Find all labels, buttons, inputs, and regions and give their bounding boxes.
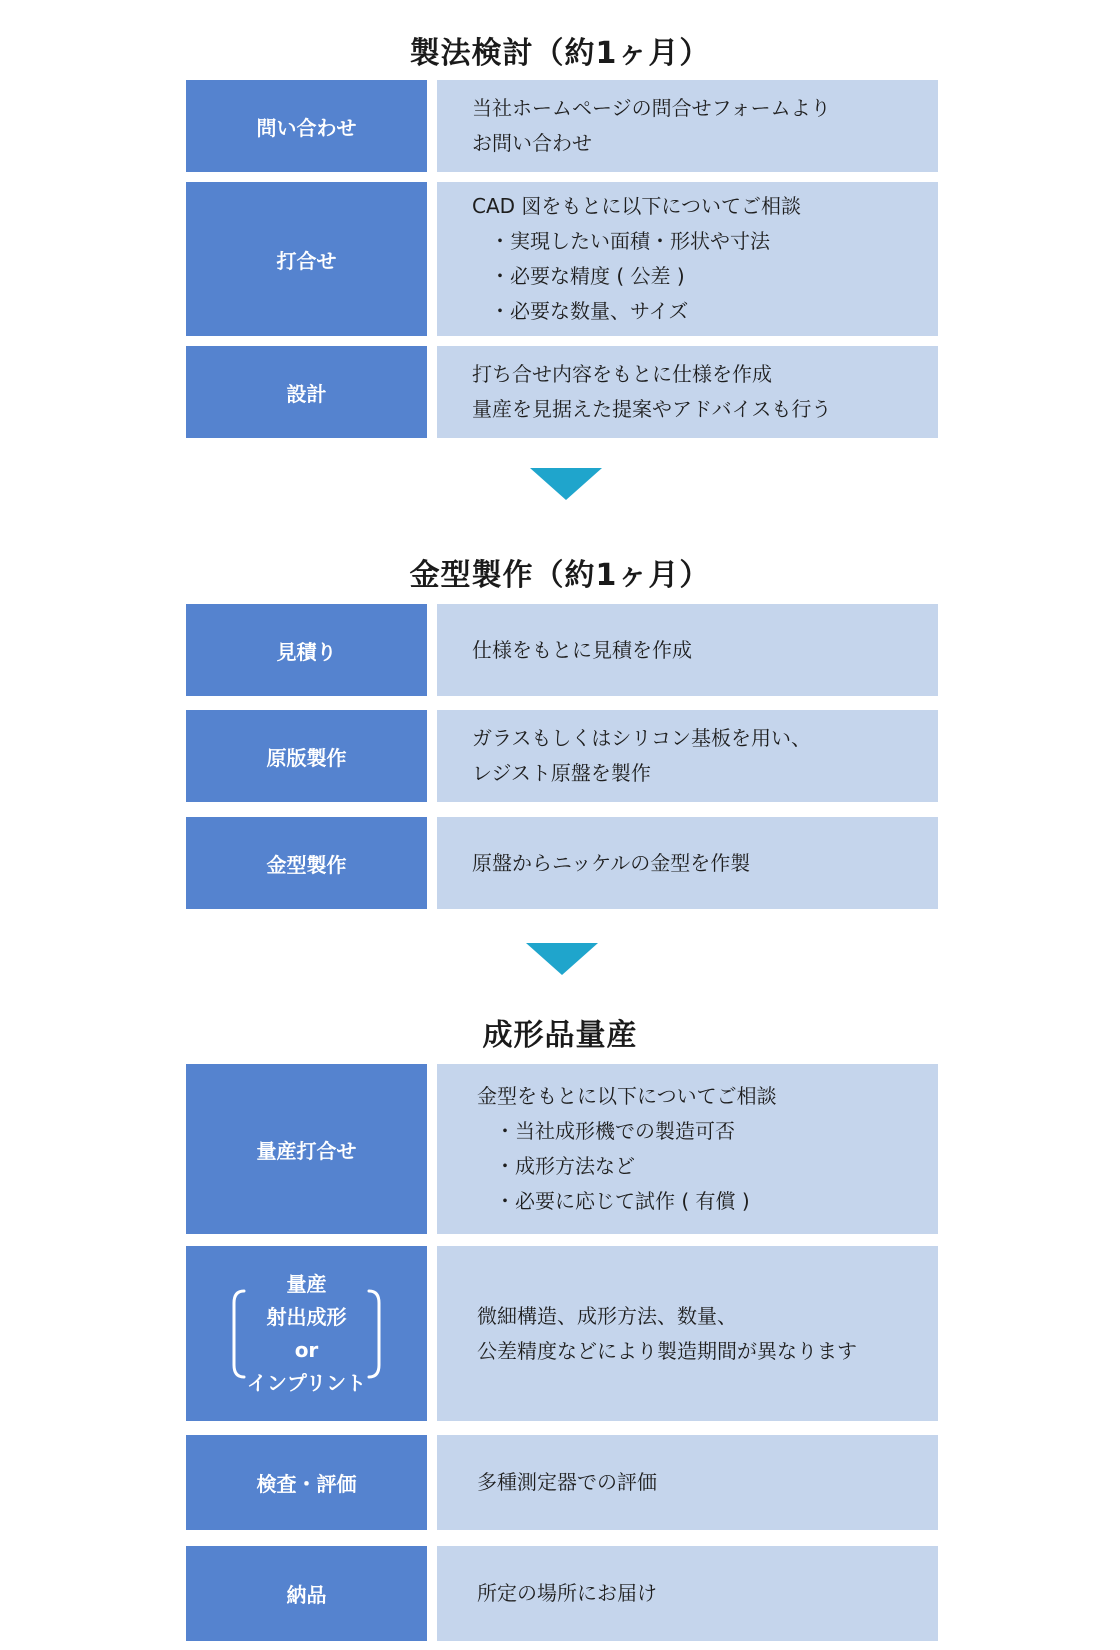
step-row: [186, 604, 938, 696]
step-bullet-line: ・成形方法など: [495, 1154, 635, 1178]
step-content: [437, 817, 938, 909]
step-row: [186, 182, 938, 336]
step-content: [437, 346, 938, 438]
step-label: 納品: [186, 1546, 427, 1641]
step-text-line: ガラスもしくはシリコン基板を用い、: [472, 726, 811, 750]
step-bullet-line: ・実現したい面積・形状や寸法: [490, 229, 770, 253]
step-text-line: 公差精度などにより製造期間が異なります: [477, 1338, 857, 1363]
step-label: 量産打合せ: [186, 1064, 427, 1234]
step-label: 原版製作: [186, 710, 427, 802]
step-text-line: 量産を見据えた提案やアドバイスも行う: [472, 397, 832, 421]
step-content: [437, 604, 938, 696]
step-bullet-line: ・必要な数量、サイズ: [490, 299, 689, 323]
step-label-line: インプリント: [246, 1370, 367, 1395]
step-label: 金型製作: [186, 817, 427, 909]
step-bullet-line: ・必要な精度 ( 公差 ): [490, 264, 685, 288]
step-text-line: CAD 図をもとに以下についてご相談: [472, 194, 802, 218]
step-text-line: 仕様をもとに見積を作成: [472, 637, 692, 662]
step-content: [437, 1435, 938, 1530]
step-row: [186, 1435, 938, 1530]
down-arrow-icon: [530, 468, 602, 500]
step-text-line: 微細構造、成形方法、数量、: [477, 1303, 737, 1328]
step-row: [186, 1064, 938, 1234]
step-content: [437, 182, 938, 336]
step-label-stack: [247, 1268, 366, 1400]
section-title-mold: 金型製作（約1ヶ月）: [409, 558, 711, 593]
step-text-line: 打ち合せ内容をもとに仕様を作成: [472, 362, 772, 386]
step-text-line: 当社ホームページの問合せフォームより: [472, 96, 831, 120]
step-label-line: or: [294, 1337, 319, 1362]
step-label-line: 量産: [286, 1271, 327, 1296]
section-title-design: 製法検討（約1ヶ月）: [409, 36, 711, 71]
section-title-production: 成形品量産: [482, 1018, 638, 1053]
step-label: 問い合わせ: [186, 80, 427, 172]
step-label: [186, 1246, 427, 1421]
step-text-line: 所定の場所にお届け: [477, 1581, 657, 1605]
bracket-group: [186, 1246, 427, 1421]
step-text-line: 金型をもとに以下についてご相談: [477, 1084, 777, 1108]
step-content: [437, 1064, 938, 1234]
step-row: [186, 710, 938, 802]
step-label-line: 射出成形: [266, 1304, 347, 1329]
step-row: [186, 80, 938, 172]
step-content: [437, 80, 938, 172]
right-bracket-icon: [365, 1289, 385, 1379]
step-row: [186, 1546, 938, 1641]
step-content: [437, 1246, 938, 1421]
step-content: [437, 1546, 938, 1641]
step-label: 打合せ: [186, 182, 427, 336]
step-bullet-line: ・必要に応じて試作 ( 有償 ): [495, 1189, 750, 1213]
step-label: 検査・評価: [186, 1435, 427, 1530]
left-bracket-icon: [228, 1289, 248, 1379]
step-row: [186, 1246, 938, 1421]
step-row: [186, 817, 938, 909]
step-row: [186, 346, 938, 438]
down-arrow-icon: [526, 943, 598, 975]
step-text-line: お問い合わせ: [472, 131, 592, 155]
step-content: [437, 710, 938, 802]
step-text-line: 多種測定器での評価: [477, 1470, 657, 1494]
step-text-line: レジスト原盤を製作: [472, 761, 651, 785]
step-bullet-line: ・当社成形機での製造可否: [495, 1119, 735, 1143]
step-text-line: 原盤からニッケルの金型を作製: [472, 850, 751, 875]
step-label: 見積り: [186, 604, 427, 696]
step-label: 設計: [186, 346, 427, 438]
